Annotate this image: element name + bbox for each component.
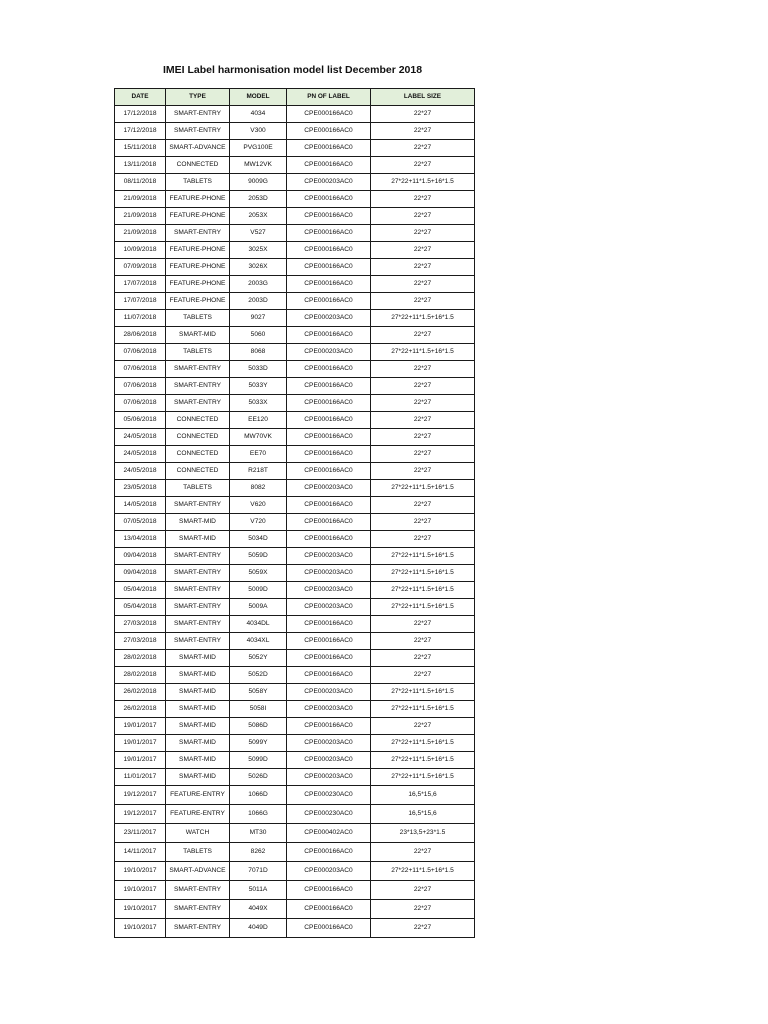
cell-label-size: 22*27 [371, 463, 475, 480]
cell-model: 5034D [230, 531, 287, 548]
cell-model: 3025X [230, 242, 287, 259]
table-row [115, 565, 475, 582]
cell-pn-of-label: CPE000166AC0 [287, 900, 371, 919]
cell-type: CONNECTED [166, 412, 230, 429]
cell-pn-of-label: CPE000166AC0 [287, 140, 371, 157]
cell-model: MT30 [230, 824, 287, 843]
cell-type: SMART-ADVANCE [166, 862, 230, 881]
cell-pn-of-label: CPE000166AC0 [287, 412, 371, 429]
cell-model: 4034 [230, 106, 287, 123]
header-model: MODEL [230, 89, 287, 106]
table-row [115, 862, 475, 881]
cell-label-size: 27*22+11*1.5+16*1.5 [371, 701, 475, 718]
cell-type: CONNECTED [166, 446, 230, 463]
cell-type: SMART-ENTRY [166, 633, 230, 650]
cell-pn-of-label: CPE000230AC0 [287, 786, 371, 805]
table-row [115, 843, 475, 862]
cell-type: SMART-ENTRY [166, 900, 230, 919]
cell-type: SMART-MID [166, 752, 230, 769]
table-row [115, 718, 475, 735]
cell-date: 07/06/2018 [115, 344, 166, 361]
cell-type: SMART-ENTRY [166, 106, 230, 123]
cell-type: SMART-MID [166, 684, 230, 701]
cell-type: SMART-MID [166, 701, 230, 718]
cell-label-size: 22*27 [371, 395, 475, 412]
cell-label-size: 27*22+11*1.5+16*1.5 [371, 684, 475, 701]
cell-label-size: 22*27 [371, 157, 475, 174]
cell-pn-of-label: CPE000166AC0 [287, 276, 371, 293]
table-row [115, 344, 475, 361]
cell-model: 2053D [230, 191, 287, 208]
cell-pn-of-label: CPE000166AC0 [287, 633, 371, 650]
cell-date: 19/12/2017 [115, 805, 166, 824]
table-row [115, 480, 475, 497]
table-row [115, 106, 475, 123]
cell-type: SMART-ENTRY [166, 361, 230, 378]
cell-date: 19/01/2017 [115, 735, 166, 752]
table-row [115, 395, 475, 412]
cell-date: 17/07/2018 [115, 276, 166, 293]
cell-pn-of-label: CPE000166AC0 [287, 616, 371, 633]
cell-model: 2003D [230, 293, 287, 310]
cell-label-size: 22*27 [371, 650, 475, 667]
cell-type: SMART-MID [166, 514, 230, 531]
cell-pn-of-label: CPE000166AC0 [287, 378, 371, 395]
cell-pn-of-label: CPE000166AC0 [287, 718, 371, 735]
cell-pn-of-label: CPE000166AC0 [287, 667, 371, 684]
cell-date: 19/10/2017 [115, 900, 166, 919]
cell-pn-of-label: CPE000166AC0 [287, 106, 371, 123]
cell-model: 5026D [230, 769, 287, 786]
cell-date: 14/11/2017 [115, 843, 166, 862]
cell-label-size: 22*27 [371, 531, 475, 548]
cell-label-size: 27*22+11*1.5+16*1.5 [371, 565, 475, 582]
cell-pn-of-label: CPE000166AC0 [287, 429, 371, 446]
header-label-size: LABEL SIZE [371, 89, 475, 106]
cell-date: 23/05/2018 [115, 480, 166, 497]
cell-date: 05/06/2018 [115, 412, 166, 429]
cell-type: SMART-ENTRY [166, 548, 230, 565]
cell-date: 14/05/2018 [115, 497, 166, 514]
cell-type: FEATURE-PHONE [166, 208, 230, 225]
table-row [115, 463, 475, 480]
cell-date: 05/04/2018 [115, 599, 166, 616]
cell-label-size: 27*22+11*1.5+16*1.5 [371, 310, 475, 327]
cell-model: 5052D [230, 667, 287, 684]
cell-label-size: 22*27 [371, 191, 475, 208]
cell-type: SMART-ENTRY [166, 881, 230, 900]
cell-label-size: 22*27 [371, 616, 475, 633]
cell-type: SMART-MID [166, 531, 230, 548]
cell-pn-of-label: CPE000402AC0 [287, 824, 371, 843]
cell-model: V720 [230, 514, 287, 531]
table-row [115, 735, 475, 752]
cell-label-size: 22*27 [371, 881, 475, 900]
cell-label-size: 27*22+11*1.5+16*1.5 [371, 548, 475, 565]
cell-pn-of-label: CPE000203AC0 [287, 174, 371, 191]
cell-date: 08/11/2018 [115, 174, 166, 191]
cell-date: 19/10/2017 [115, 919, 166, 938]
cell-date: 15/11/2018 [115, 140, 166, 157]
table-row [115, 208, 475, 225]
cell-type: SMART-ENTRY [166, 616, 230, 633]
cell-type: SMART-ENTRY [166, 225, 230, 242]
cell-date: 27/03/2018 [115, 633, 166, 650]
cell-pn-of-label: CPE000203AC0 [287, 769, 371, 786]
cell-label-size: 22*27 [371, 361, 475, 378]
cell-pn-of-label: CPE000203AC0 [287, 310, 371, 327]
table-row [115, 582, 475, 599]
cell-date: 24/05/2018 [115, 463, 166, 480]
cell-date: 07/05/2018 [115, 514, 166, 531]
cell-model: 5059D [230, 548, 287, 565]
cell-date: 13/11/2018 [115, 157, 166, 174]
cell-model: EE70 [230, 446, 287, 463]
cell-model: V620 [230, 497, 287, 514]
cell-pn-of-label: CPE000166AC0 [287, 259, 371, 276]
table-row [115, 412, 475, 429]
table-row [115, 900, 475, 919]
cell-label-size: 22*27 [371, 919, 475, 938]
cell-pn-of-label: CPE000166AC0 [287, 395, 371, 412]
cell-label-size: 22*27 [371, 123, 475, 140]
cell-pn-of-label: CPE000203AC0 [287, 735, 371, 752]
cell-pn-of-label: CPE000166AC0 [287, 463, 371, 480]
cell-model: 1066D [230, 786, 287, 805]
cell-date: 24/05/2018 [115, 446, 166, 463]
cell-type: TABLETS [166, 843, 230, 862]
cell-model: 8262 [230, 843, 287, 862]
cell-type: SMART-MID [166, 735, 230, 752]
document-title: IMEI Label harmonisation model list December 2018 [163, 64, 423, 76]
cell-type: SMART-MID [166, 718, 230, 735]
table-row [115, 174, 475, 191]
cell-model: 5099D [230, 752, 287, 769]
cell-label-size: 23*13,5+23*1.5 [371, 824, 475, 843]
cell-model: MW12VK [230, 157, 287, 174]
cell-label-size: 22*27 [371, 667, 475, 684]
cell-type: SMART-ENTRY [166, 919, 230, 938]
cell-model: 5033D [230, 361, 287, 378]
cell-date: 26/02/2018 [115, 684, 166, 701]
cell-date: 17/12/2018 [115, 123, 166, 140]
table-row [115, 616, 475, 633]
table-row [115, 242, 475, 259]
cell-type: SMART-MID [166, 667, 230, 684]
cell-pn-of-label: CPE000203AC0 [287, 701, 371, 718]
cell-type: SMART-ENTRY [166, 123, 230, 140]
cell-model: 5060 [230, 327, 287, 344]
cell-type: FEATURE-ENTRY [166, 805, 230, 824]
table-row [115, 667, 475, 684]
cell-date: 10/09/2018 [115, 242, 166, 259]
table-row [115, 824, 475, 843]
cell-model: MW70VK [230, 429, 287, 446]
table-row [115, 633, 475, 650]
cell-model: 7071D [230, 862, 287, 881]
cell-pn-of-label: CPE000166AC0 [287, 225, 371, 242]
cell-type: SMART-MID [166, 650, 230, 667]
cell-model: 9027 [230, 310, 287, 327]
cell-date: 28/06/2018 [115, 327, 166, 344]
cell-pn-of-label: CPE000203AC0 [287, 344, 371, 361]
cell-label-size: 16,5*15,6 [371, 786, 475, 805]
cell-pn-of-label: CPE000203AC0 [287, 599, 371, 616]
table-row [115, 276, 475, 293]
cell-label-size: 22*27 [371, 208, 475, 225]
cell-date: 07/06/2018 [115, 361, 166, 378]
cell-type: FEATURE-ENTRY [166, 786, 230, 805]
cell-date: 17/07/2018 [115, 293, 166, 310]
cell-date: 07/06/2018 [115, 395, 166, 412]
table-row [115, 123, 475, 140]
cell-model: V300 [230, 123, 287, 140]
cell-type: FEATURE-PHONE [166, 259, 230, 276]
cell-date: 11/01/2017 [115, 769, 166, 786]
cell-date: 26/02/2018 [115, 701, 166, 718]
cell-date: 27/03/2018 [115, 616, 166, 633]
cell-pn-of-label: CPE000166AC0 [287, 157, 371, 174]
cell-type: SMART-ENTRY [166, 582, 230, 599]
cell-pn-of-label: CPE000203AC0 [287, 752, 371, 769]
cell-type: WATCH [166, 824, 230, 843]
cell-pn-of-label: CPE000203AC0 [287, 582, 371, 599]
cell-model: 5033Y [230, 378, 287, 395]
cell-label-size: 16,5*15,6 [371, 805, 475, 824]
cell-model: 8068 [230, 344, 287, 361]
cell-type: SMART-ENTRY [166, 497, 230, 514]
cell-pn-of-label: CPE000166AC0 [287, 242, 371, 259]
cell-date: 23/11/2017 [115, 824, 166, 843]
cell-type: CONNECTED [166, 157, 230, 174]
table-row [115, 684, 475, 701]
cell-label-size: 22*27 [371, 106, 475, 123]
cell-model: 2003G [230, 276, 287, 293]
table-row [115, 786, 475, 805]
table-row [115, 650, 475, 667]
cell-label-size: 22*27 [371, 446, 475, 463]
table-row [115, 531, 475, 548]
cell-date: 21/09/2018 [115, 208, 166, 225]
cell-pn-of-label: CPE000166AC0 [287, 208, 371, 225]
cell-pn-of-label: CPE000166AC0 [287, 919, 371, 938]
table-header [115, 89, 475, 106]
cell-pn-of-label: CPE000166AC0 [287, 327, 371, 344]
cell-pn-of-label: CPE000203AC0 [287, 684, 371, 701]
cell-model: 4034DL [230, 616, 287, 633]
table-row [115, 497, 475, 514]
cell-type: SMART-MID [166, 769, 230, 786]
header-row [115, 89, 475, 106]
cell-type: SMART-ADVANCE [166, 140, 230, 157]
table-row [115, 769, 475, 786]
cell-date: 05/04/2018 [115, 582, 166, 599]
cell-pn-of-label: CPE000166AC0 [287, 843, 371, 862]
cell-pn-of-label: CPE000203AC0 [287, 548, 371, 565]
table-row [115, 429, 475, 446]
table-row [115, 881, 475, 900]
cell-type: SMART-MID [166, 327, 230, 344]
cell-model: 5009A [230, 599, 287, 616]
cell-date: 19/01/2017 [115, 718, 166, 735]
table-row [115, 310, 475, 327]
cell-label-size: 22*27 [371, 497, 475, 514]
table-row [115, 599, 475, 616]
cell-type: TABLETS [166, 310, 230, 327]
cell-pn-of-label: CPE000166AC0 [287, 531, 371, 548]
cell-model: 4034XL [230, 633, 287, 650]
cell-model: 5058I [230, 701, 287, 718]
cell-model: 5052Y [230, 650, 287, 667]
table-row [115, 446, 475, 463]
cell-label-size: 27*22+11*1.5+16*1.5 [371, 735, 475, 752]
cell-pn-of-label: CPE000166AC0 [287, 191, 371, 208]
cell-date: 07/06/2018 [115, 378, 166, 395]
cell-pn-of-label: CPE000203AC0 [287, 862, 371, 881]
cell-label-size: 22*27 [371, 140, 475, 157]
cell-model: R218T [230, 463, 287, 480]
table-row [115, 805, 475, 824]
cell-model: 5059X [230, 565, 287, 582]
cell-date: 28/02/2018 [115, 650, 166, 667]
cell-label-size: 22*27 [371, 843, 475, 862]
cell-model: 2053X [230, 208, 287, 225]
cell-label-size: 27*22+11*1.5+16*1.5 [371, 582, 475, 599]
cell-pn-of-label: CPE000166AC0 [287, 881, 371, 900]
cell-pn-of-label: CPE000166AC0 [287, 446, 371, 463]
cell-pn-of-label: CPE000203AC0 [287, 480, 371, 497]
table-row [115, 701, 475, 718]
table-row [115, 752, 475, 769]
cell-pn-of-label: CPE000230AC0 [287, 805, 371, 824]
cell-pn-of-label: CPE000203AC0 [287, 565, 371, 582]
table-row [115, 293, 475, 310]
cell-label-size: 27*22+11*1.5+16*1.5 [371, 480, 475, 497]
cell-model: 8082 [230, 480, 287, 497]
cell-type: FEATURE-PHONE [166, 191, 230, 208]
cell-date: 19/10/2017 [115, 881, 166, 900]
table-row [115, 140, 475, 157]
cell-date: 24/05/2018 [115, 429, 166, 446]
table-row [115, 378, 475, 395]
table-row [115, 548, 475, 565]
cell-type: TABLETS [166, 480, 230, 497]
cell-label-size: 27*22+11*1.5+16*1.5 [371, 174, 475, 191]
table-row [115, 327, 475, 344]
cell-model: 4049D [230, 919, 287, 938]
cell-label-size: 22*27 [371, 225, 475, 242]
cell-date: 17/12/2018 [115, 106, 166, 123]
cell-label-size: 22*27 [371, 259, 475, 276]
cell-pn-of-label: CPE000166AC0 [287, 497, 371, 514]
cell-pn-of-label: CPE000166AC0 [287, 514, 371, 531]
cell-date: 09/04/2018 [115, 565, 166, 582]
cell-label-size: 22*27 [371, 327, 475, 344]
cell-model: 5011A [230, 881, 287, 900]
cell-type: TABLETS [166, 344, 230, 361]
cell-label-size: 22*27 [371, 276, 475, 293]
cell-type: SMART-ENTRY [166, 395, 230, 412]
header-type: TYPE [166, 89, 230, 106]
cell-pn-of-label: CPE000166AC0 [287, 123, 371, 140]
cell-model: 9009G [230, 174, 287, 191]
cell-date: 19/01/2017 [115, 752, 166, 769]
cell-label-size: 27*22+11*1.5+16*1.5 [371, 344, 475, 361]
cell-pn-of-label: CPE000166AC0 [287, 650, 371, 667]
table-row [115, 514, 475, 531]
cell-label-size: 22*27 [371, 718, 475, 735]
cell-label-size: 22*27 [371, 900, 475, 919]
cell-date: 09/04/2018 [115, 548, 166, 565]
cell-model: 5099Y [230, 735, 287, 752]
cell-pn-of-label: CPE000166AC0 [287, 293, 371, 310]
cell-type: SMART-ENTRY [166, 378, 230, 395]
cell-model: 5033X [230, 395, 287, 412]
cell-model: 1066G [230, 805, 287, 824]
cell-label-size: 27*22+11*1.5+16*1.5 [371, 862, 475, 881]
table-row [115, 191, 475, 208]
cell-model: 3026X [230, 259, 287, 276]
cell-model: 4049X [230, 900, 287, 919]
cell-label-size: 27*22+11*1.5+16*1.5 [371, 769, 475, 786]
cell-model: EE120 [230, 412, 287, 429]
cell-pn-of-label: CPE000166AC0 [287, 361, 371, 378]
cell-label-size: 27*22+11*1.5+16*1.5 [371, 752, 475, 769]
cell-label-size: 22*27 [371, 633, 475, 650]
cell-type: FEATURE-PHONE [166, 293, 230, 310]
cell-label-size: 22*27 [371, 429, 475, 446]
cell-type: TABLETS [166, 174, 230, 191]
cell-type: CONNECTED [166, 463, 230, 480]
table-row [115, 919, 475, 938]
header-date: DATE [115, 89, 166, 106]
cell-date: 19/10/2017 [115, 862, 166, 881]
table-row [115, 361, 475, 378]
cell-date: 21/09/2018 [115, 191, 166, 208]
cell-type: FEATURE-PHONE [166, 242, 230, 259]
cell-date: 13/04/2018 [115, 531, 166, 548]
cell-model: 5086D [230, 718, 287, 735]
cell-label-size: 22*27 [371, 514, 475, 531]
cell-label-size: 27*22+11*1.5+16*1.5 [371, 599, 475, 616]
table-row [115, 225, 475, 242]
cell-type: FEATURE-PHONE [166, 276, 230, 293]
cell-date: 07/09/2018 [115, 259, 166, 276]
cell-type: CONNECTED [166, 429, 230, 446]
cell-date: 28/02/2018 [115, 667, 166, 684]
table-row [115, 157, 475, 174]
cell-model: PVG100E [230, 140, 287, 157]
cell-model: 5009D [230, 582, 287, 599]
table-row [115, 259, 475, 276]
header-pn-of-label: PN OF LABEL [287, 89, 371, 106]
table-body [115, 106, 475, 938]
cell-label-size: 22*27 [371, 378, 475, 395]
cell-date: 11/07/2018 [115, 310, 166, 327]
cell-date: 19/12/2017 [115, 786, 166, 805]
cell-model: 5058Y [230, 684, 287, 701]
label-model-table [114, 88, 475, 938]
cell-label-size: 22*27 [371, 412, 475, 429]
cell-model: V527 [230, 225, 287, 242]
cell-label-size: 22*27 [371, 293, 475, 310]
cell-date: 21/09/2018 [115, 225, 166, 242]
cell-label-size: 22*27 [371, 242, 475, 259]
cell-type: SMART-ENTRY [166, 565, 230, 582]
cell-type: SMART-ENTRY [166, 599, 230, 616]
